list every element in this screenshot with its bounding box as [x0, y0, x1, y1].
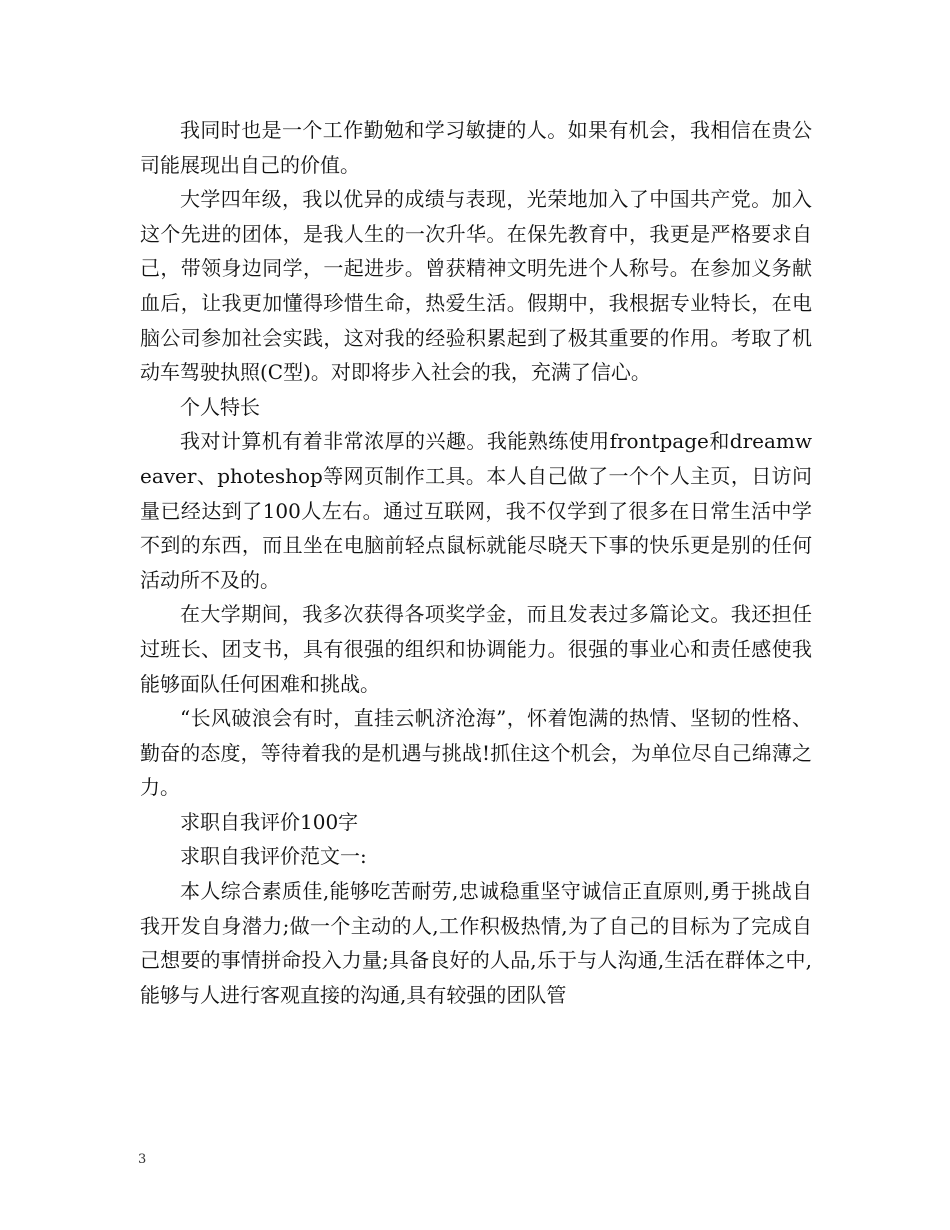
- paragraph: 在大学期间，我多次获得各项奖学金，而且发表过多篇论文。我还担任过班长、团支书，具有很强的组织和协调能力。很强的事业心和责任感使我能够面队任何困难和挑战。: [140, 602, 812, 696]
- paragraph: 我同时也是一个工作勤勉和学习敏捷的人。如果有机会，我相信在贵公司能展现出自己的价值。: [140, 118, 812, 177]
- section-heading: 求职自我评价范文一:: [180, 844, 367, 869]
- section-heading: 个人特长: [180, 394, 260, 419]
- page-number: 3: [138, 1152, 147, 1167]
- paragraph: 大学四年级，我以优异的成绩与表现，光荣地加入了中国共产党。加入这个先进的团体，是我人生的一次升华。在保先教育中，我更是严格要求自己，带领身边同学，一起进步。曾获精神文明先进个人称号。在参加义务献血后，让我更加懂得珍惜生命，热爱生活。假期中，我根据专业特长，在电脑公司参加社会实践，这对我的经验积累起到了极其重要的作用。考取了机动车驾驶执照(C型)。对即将步入社会的我，充满了信心。: [140, 187, 812, 385]
- paragraph: 本人综合素质佳,能够吃苦耐劳,忠诚稳重坚守诚信正直原则,勇于挑战自我开发自身潜力;做一个主动的人,工作积极热情,为了自己的目标为了完成自己想要的事情拼命投入力量;具备良好的人品,乐于与人沟通,生活在群体之中,能够与人进行客观直接的沟通,具有较强的团队管: [140, 879, 812, 1007]
- section-heading: 求职自我评价100字: [180, 809, 359, 834]
- paragraph: “长风破浪会有时，直挂云帆济沧海”，怀着饱满的热情、坚韧的性格、勤奋的态度，等待着我的是机遇与挑战!抓住这个机会，为单位尽自己绵薄之力。: [140, 706, 812, 800]
- paragraph: 我对计算机有着非常浓厚的兴趣。我能熟练使用frontpage和dreamweaver、photeshop等网页制作工具。本人自己做了一个个人主页，日访问量已经达到了100人左右。通过互联网，我不仅学到了很多在日常生活中学不到的东西，而且坐在电脑前轻点鼠标就能尽晓天下事的快乐更是别的任何活动所不及的。: [140, 429, 812, 592]
- document-body: [140, 113, 812, 1012]
